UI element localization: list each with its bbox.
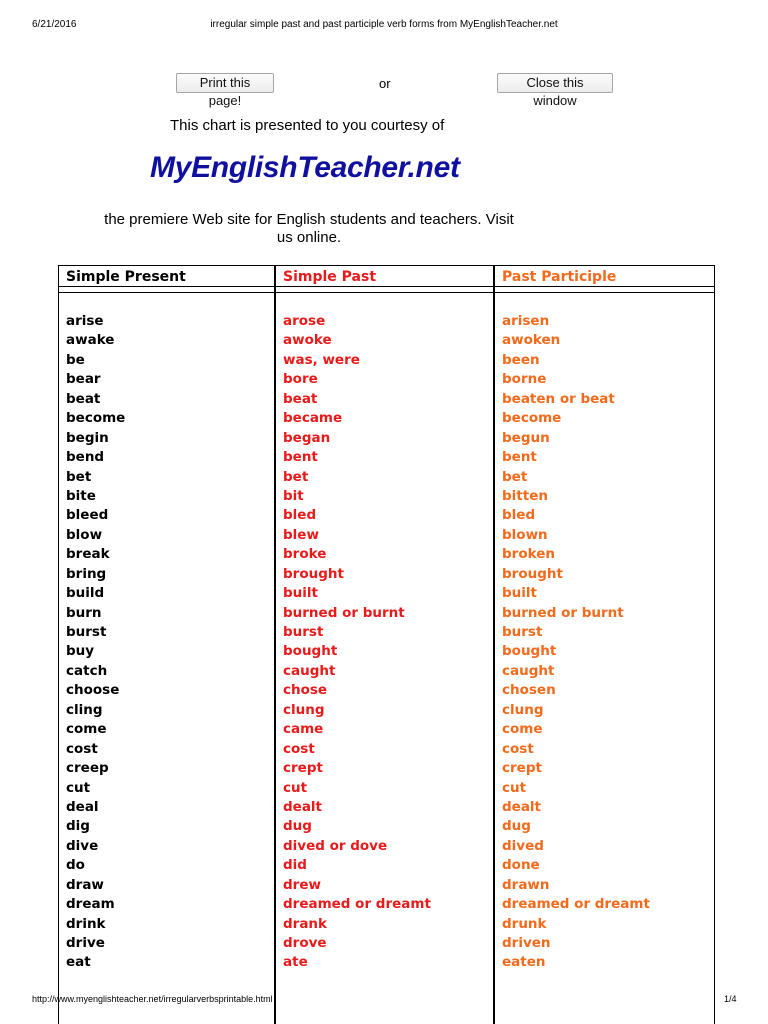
simple-present-cell: drive bbox=[66, 935, 105, 951]
simple-present-cell: catch bbox=[66, 662, 108, 679]
past-participle-cell: burned or burnt bbox=[502, 604, 624, 621]
past-participle-cell: become bbox=[502, 410, 562, 427]
simple-present-cell: build bbox=[66, 585, 105, 602]
past-participle-cell: been bbox=[502, 351, 540, 368]
simple-past-cell: cut bbox=[283, 779, 308, 796]
simple-present-cell: bend bbox=[66, 449, 105, 466]
simple-past-cell: crept bbox=[283, 760, 323, 777]
print-page-title: irregular simple past and past participle verb forms from MyEnglishTeacher.net bbox=[210, 19, 558, 30]
past-participle-cell: bought bbox=[502, 643, 557, 660]
simple-present-cell: come bbox=[66, 721, 107, 738]
simple-past-list bbox=[276, 292, 493, 973]
simple-past-cell: came bbox=[283, 721, 324, 738]
simple-past-cell: beat bbox=[283, 390, 318, 407]
simple-past-cell: chose bbox=[283, 682, 328, 699]
past-participle-cell: borne bbox=[502, 371, 547, 388]
close-window-button[interactable]: Close this window bbox=[497, 73, 613, 93]
simple-past-cell: blew bbox=[283, 526, 319, 543]
simple-past-cell: broke bbox=[283, 546, 327, 563]
simple-past-cell: bent bbox=[283, 449, 318, 466]
past-participle-cell: cost bbox=[502, 740, 534, 757]
simple-present-cell: break bbox=[66, 546, 110, 563]
simple-present-cell: bear bbox=[66, 371, 101, 388]
simple-past-cell: built bbox=[283, 585, 318, 602]
simple-past-cell: bled bbox=[283, 507, 317, 524]
tagline: the premiere Web site for English students and teachers. Visit us online. bbox=[104, 211, 514, 246]
simple-past-column bbox=[275, 265, 494, 1024]
simple-present-header: Simple Present bbox=[59, 265, 274, 287]
simple-present-cell: bleed bbox=[66, 507, 109, 524]
simple-past-cell: awoke bbox=[283, 332, 332, 349]
simple-present-cell: beat bbox=[66, 390, 101, 407]
simple-present-cell: cost bbox=[66, 740, 98, 757]
simple-present-cell: arise bbox=[66, 313, 104, 329]
simple-present-cell: do bbox=[66, 857, 85, 874]
simple-past-cell: drove bbox=[283, 935, 327, 951]
past-participle-cell: blown bbox=[502, 526, 548, 543]
past-participle-cell: driven bbox=[502, 935, 551, 951]
simple-past-cell: ate bbox=[283, 954, 308, 971]
past-participle-cell: begun bbox=[502, 429, 550, 446]
past-participle-cell: bet bbox=[502, 468, 528, 485]
past-participle-cell: dived bbox=[502, 837, 544, 854]
simple-past-cell: dealt bbox=[283, 798, 323, 815]
simple-past-cell: dug bbox=[283, 818, 312, 835]
past-participle-cell: bled bbox=[502, 507, 536, 524]
past-participle-cell: built bbox=[502, 585, 537, 602]
simple-past-cell: drank bbox=[283, 915, 328, 932]
simple-present-column bbox=[58, 265, 275, 1024]
simple-past-cell: dived or dove bbox=[283, 837, 388, 854]
past-participle-cell: drunk bbox=[502, 915, 547, 932]
past-participle-cell: bitten bbox=[502, 487, 548, 504]
simple-past-cell: burned or burnt bbox=[283, 604, 405, 621]
simple-past-cell: became bbox=[283, 410, 343, 427]
simple-present-cell: cling bbox=[66, 701, 103, 718]
past-participle-cell: drawn bbox=[502, 876, 550, 893]
past-participle-cell: caught bbox=[502, 662, 555, 679]
simple-past-cell: bore bbox=[283, 371, 318, 388]
simple-past-cell: dreamed or dreamt bbox=[283, 896, 431, 913]
simple-past-header: Simple Past bbox=[276, 265, 493, 287]
footer-url: http://www.myenglishteacher.net/irregularverbsprintable.html bbox=[32, 994, 273, 1004]
or-separator: or bbox=[379, 76, 391, 91]
simple-present-cell: blow bbox=[66, 526, 103, 543]
simple-present-cell: buy bbox=[66, 643, 95, 660]
past-participle-cell: awoken bbox=[502, 332, 561, 349]
past-participle-cell: dug bbox=[502, 818, 531, 835]
past-participle-cell: done bbox=[502, 857, 540, 874]
simple-past-cell: bit bbox=[283, 487, 304, 504]
simple-present-cell: bring bbox=[66, 565, 107, 582]
simple-present-cell: deal bbox=[66, 798, 99, 815]
simple-past-cell: began bbox=[283, 429, 331, 446]
past-participle-header: Past Participle bbox=[495, 265, 714, 287]
simple-present-cell: begin bbox=[66, 429, 109, 446]
simple-past-cell: drew bbox=[283, 876, 321, 893]
simple-present-cell: dive bbox=[66, 837, 99, 854]
simple-present-cell: dig bbox=[66, 818, 90, 835]
simple-present-cell: drink bbox=[66, 915, 106, 932]
simple-past-cell: bet bbox=[283, 468, 309, 485]
past-participle-cell: come bbox=[502, 721, 543, 738]
simple-present-cell: become bbox=[66, 410, 126, 427]
simple-present-list bbox=[59, 292, 274, 973]
past-participle-cell: bent bbox=[502, 449, 537, 466]
simple-present-cell: creep bbox=[66, 760, 109, 777]
simple-present-cell: draw bbox=[66, 876, 104, 893]
simple-present-cell: burn bbox=[66, 604, 102, 621]
simple-past-cell: was, were bbox=[283, 351, 360, 368]
simple-present-cell: burst bbox=[66, 624, 107, 640]
past-participle-cell: eaten bbox=[502, 954, 546, 971]
past-participle-column bbox=[494, 265, 715, 1024]
simple-past-cell: cost bbox=[283, 740, 315, 757]
past-participle-cell: cut bbox=[502, 779, 527, 796]
simple-present-cell: bet bbox=[66, 468, 92, 485]
courtesy-text: This chart is presented to you courtesy of bbox=[170, 117, 445, 134]
past-participle-cell: dreamed or dreamt bbox=[502, 896, 650, 913]
past-participle-list bbox=[495, 292, 714, 973]
simple-past-cell: bought bbox=[283, 643, 338, 660]
simple-past-cell: brought bbox=[283, 565, 344, 582]
print-page-button[interactable]: Print this page! bbox=[176, 73, 274, 93]
simple-present-cell: be bbox=[66, 351, 85, 368]
footer-page-number: 1/4 bbox=[724, 994, 737, 1004]
simple-present-cell: dream bbox=[66, 896, 115, 913]
simple-present-cell: bite bbox=[66, 487, 96, 504]
past-participle-cell: beaten or beat bbox=[502, 390, 615, 407]
past-participle-cell: broken bbox=[502, 546, 555, 563]
simple-past-cell: burst bbox=[283, 624, 324, 640]
past-participle-cell: chosen bbox=[502, 682, 556, 699]
past-participle-cell: crept bbox=[502, 760, 542, 777]
simple-present-cell: cut bbox=[66, 779, 91, 796]
brand-logo-text: MyEnglishTeacher.net bbox=[150, 151, 460, 184]
simple-past-cell: clung bbox=[283, 701, 325, 718]
simple-past-cell: did bbox=[283, 857, 307, 874]
past-participle-cell: brought bbox=[502, 565, 563, 582]
past-participle-cell: burst bbox=[502, 624, 543, 640]
past-participle-cell: arisen bbox=[502, 313, 550, 329]
past-participle-cell: dealt bbox=[502, 798, 542, 815]
print-date: 6/21/2016 bbox=[32, 19, 77, 30]
simple-present-cell: choose bbox=[66, 682, 120, 699]
simple-present-cell: eat bbox=[66, 954, 91, 971]
simple-past-cell: caught bbox=[283, 662, 336, 679]
past-participle-cell: clung bbox=[502, 701, 544, 718]
simple-past-cell: arose bbox=[283, 313, 326, 329]
simple-present-cell: awake bbox=[66, 332, 115, 349]
